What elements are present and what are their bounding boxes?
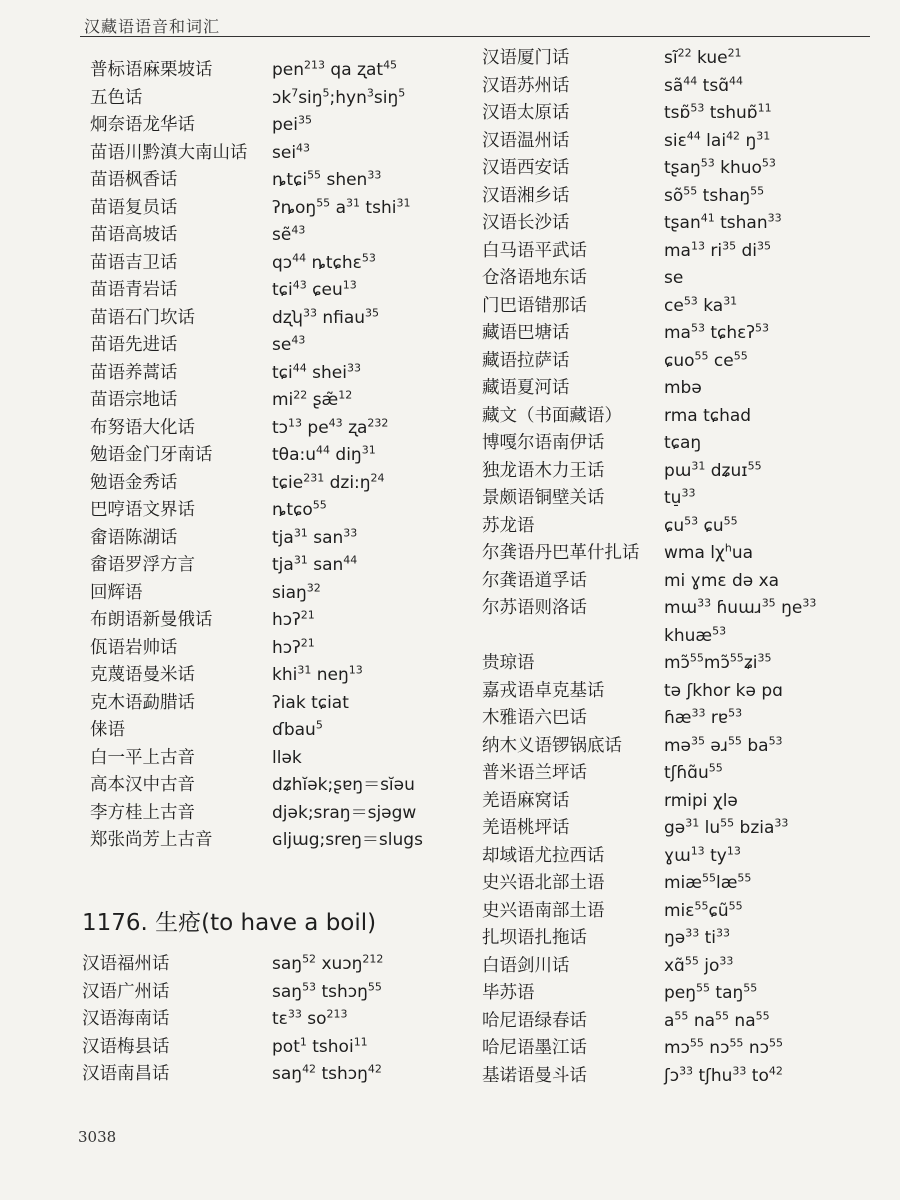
phonetic-form: $mi^{22}$ ʂæ̃$^{12}$ bbox=[272, 388, 353, 410]
entry-row bbox=[482, 156, 882, 184]
phonetic-form: djək;sraŋ＝sjəgw bbox=[272, 802, 417, 823]
phonetic-form: ȵtɕi$^{55}$ shen$^{33}$ bbox=[272, 168, 382, 190]
entry-row bbox=[482, 706, 882, 734]
language-name: 汉语南昌话 bbox=[82, 1064, 170, 1084]
phonetic-form: ȵtɕo$^{55}$ bbox=[272, 498, 327, 520]
language-name: 独龙语木力王话 bbox=[482, 460, 605, 481]
language-name: 史兴语南部土语 bbox=[482, 900, 605, 921]
phonetic-form: saŋ$^{53}$ tshɔŋ$^{55}$ bbox=[272, 979, 382, 1002]
entry-row bbox=[82, 952, 452, 980]
entry-row bbox=[482, 954, 882, 982]
phonetic-form: ɕu$^{53}$ ɕu$^{55}$ bbox=[664, 513, 738, 536]
entry-row bbox=[482, 376, 882, 404]
language-name: 藏语巴塘话 bbox=[482, 323, 570, 343]
phonetic-form: tʂaŋ$^{53}$ khuo$^{53}$ bbox=[664, 156, 776, 178]
language-name: 苏龙语 bbox=[482, 515, 535, 536]
entry-row bbox=[482, 899, 882, 927]
language-name: 藏语拉萨话 bbox=[482, 350, 570, 371]
language-name: 羌语桃坪话 bbox=[482, 818, 570, 838]
language-name: 尔苏语则洛话 bbox=[482, 598, 587, 618]
entry-row bbox=[90, 663, 450, 691]
entry-row bbox=[82, 1062, 452, 1090]
phonetic-form: ʃɔ$^{33}$ tʃhu$^{33}$ $to^{42}$ bbox=[664, 1063, 783, 1086]
entry-row bbox=[482, 679, 882, 707]
phonetic-form: $sĩ^{22}$ kue$^{21}$ bbox=[664, 46, 742, 68]
phonetic-form: ʔȵoŋ$^{55}$ $a^{31}$ tshi$^{31}$ bbox=[272, 195, 411, 218]
entry-row bbox=[482, 1064, 882, 1092]
language-name: 汉语苏州话 bbox=[482, 75, 570, 96]
section-number: 1176. bbox=[82, 910, 148, 936]
language-name: 毕苏语 bbox=[482, 983, 535, 1003]
entry-row bbox=[90, 636, 450, 664]
language-name: 汉语太原话 bbox=[482, 103, 570, 123]
phonetic-form: hɔʔ$^{21}$ bbox=[272, 635, 315, 658]
language-name: 藏文（书面藏语） bbox=[482, 405, 622, 426]
entry-row bbox=[90, 361, 450, 389]
entry-row bbox=[90, 608, 450, 636]
entry-row bbox=[482, 459, 882, 487]
language-name: 仓洛语地东话 bbox=[482, 268, 587, 288]
phonetic-form: mɔ$^{55}$ nɔ$^{55}$ nɔ$^{55}$ bbox=[664, 1036, 783, 1058]
entry-row bbox=[90, 553, 450, 581]
section-title: 生疮(to have a boil) bbox=[155, 910, 377, 936]
entry-row bbox=[482, 734, 882, 762]
language-name: 巴哼语文界话 bbox=[90, 500, 195, 520]
language-name: 勉语金秀话 bbox=[90, 472, 178, 493]
language-name: 嘉戎语卓克基话 bbox=[482, 680, 605, 701]
language-name: 李方桂上古音 bbox=[90, 802, 195, 823]
entry-row bbox=[90, 113, 450, 141]
language-name: 汉语长沙话 bbox=[482, 213, 570, 233]
phonetic-form: ɕuo$^{55}$ $ce^{55}$ bbox=[664, 348, 748, 371]
entry-row bbox=[482, 596, 882, 624]
language-name: 纳木义语锣锅底话 bbox=[482, 735, 622, 756]
entry-row bbox=[90, 141, 450, 169]
entry-row bbox=[90, 58, 450, 86]
language-name: 白马语平武话 bbox=[482, 240, 587, 261]
entry-row bbox=[482, 294, 882, 322]
phonetic-form: $sã^{44}$ tsɑ̃$^{44}$ bbox=[664, 73, 743, 96]
entry-row bbox=[482, 184, 882, 212]
language-name: 郑张尚芳上古音 bbox=[90, 830, 213, 850]
phonetic-form: tɕi$^{43}$ ɕeu$^{13}$ bbox=[272, 278, 357, 300]
language-name: 汉语广州话 bbox=[82, 981, 170, 1002]
entry-row bbox=[90, 471, 450, 499]
phonetic-form: sẽ$^{43}$ bbox=[272, 223, 306, 245]
language-name: 俫语 bbox=[90, 720, 125, 740]
phonetic-form: khi$^{31}$ neŋ$^{13}$ bbox=[272, 663, 363, 685]
entry-row bbox=[90, 828, 450, 856]
phonetic-form: qɔ$^{44}$ ȵtɕhɛ$^{53}$ bbox=[272, 250, 376, 273]
entry-row bbox=[482, 46, 882, 74]
entry-row bbox=[90, 168, 450, 196]
language-name: 勉语金门牙南话 bbox=[90, 445, 213, 465]
entry-row bbox=[482, 239, 882, 267]
entry-row bbox=[482, 541, 882, 569]
phonetic-form: siaŋ$^{32}$ bbox=[272, 580, 321, 603]
language-name: 畲语罗浮方言 bbox=[90, 555, 195, 575]
language-name: 贵琼语 bbox=[482, 653, 535, 673]
left-column-top bbox=[90, 58, 450, 856]
entry-row bbox=[482, 871, 882, 899]
phonetic-form: ɔk$^7$siŋ$^5$;hyn$^3$siŋ$^5$ bbox=[272, 85, 406, 108]
entry-row bbox=[482, 129, 882, 157]
entry-row bbox=[90, 388, 450, 416]
phonetic-form: ɣɯ$^{13}$ $ty^{13}$ bbox=[664, 843, 741, 866]
language-name: 畲语陈湖话 bbox=[90, 527, 178, 548]
language-name: 汉语湘乡话 bbox=[482, 185, 570, 206]
entry-row bbox=[90, 773, 450, 801]
phonetic-form: $sõ^{55}$ tshaŋ$^{55}$ bbox=[664, 183, 765, 206]
phonetic-form: ʔiak tɕiat bbox=[272, 692, 349, 713]
entry-row bbox=[482, 431, 882, 459]
entry-row bbox=[82, 1035, 452, 1063]
right-column bbox=[482, 46, 882, 1091]
entry-row bbox=[482, 74, 882, 102]
phonetic-form: tɕie$^{231}$ $dzi:ŋ^{24}$ bbox=[272, 470, 385, 493]
phonetic-form: pei$^{35}$ bbox=[272, 113, 312, 135]
language-name: 克蔑语曼米话 bbox=[90, 665, 195, 685]
phonetic-form: tɕi$^{44}$ shei$^{33}$ bbox=[272, 360, 361, 383]
entry-row bbox=[90, 278, 450, 306]
phonetic-form: tʂan$^{41}$ tshan$^{33}$ bbox=[664, 211, 782, 233]
entry-row bbox=[482, 926, 882, 954]
phonetic-form: mɔ̃$^{55}$mɔ̃$^{55}$ʑi$^{35}$ bbox=[664, 651, 772, 673]
entry-row bbox=[482, 1036, 882, 1064]
phonetic-form: gə$^{31}$ $lu^{55}$ bzia$^{33}$ bbox=[664, 816, 789, 838]
phonetic-form: hɔʔ$^{21}$ bbox=[272, 608, 315, 630]
phonetic-form: mbə bbox=[664, 378, 702, 398]
phonetic-form: tɕaŋ bbox=[664, 433, 702, 453]
phonetic-form: rmipi χlə bbox=[664, 790, 738, 811]
language-name: 景颇语铜壁关话 bbox=[482, 488, 605, 508]
phonetic-form: se bbox=[664, 268, 684, 288]
language-name: 回辉语 bbox=[90, 582, 143, 603]
language-name: 高本汉中古音 bbox=[90, 775, 195, 795]
phonetic-form: $miæ^{55}læ^{55}$ bbox=[664, 871, 752, 893]
phonetic-form: pot$^1$ tshoi$^{11}$ bbox=[272, 1034, 368, 1057]
language-name: 哈尼语墨江话 bbox=[482, 1038, 587, 1058]
language-name: 哈尼语绿春话 bbox=[482, 1010, 587, 1031]
entry-row bbox=[482, 761, 882, 789]
entry-row bbox=[482, 266, 882, 294]
entry-row bbox=[90, 581, 450, 609]
entry-row bbox=[482, 404, 882, 432]
language-name: 炯奈语龙华话 bbox=[90, 115, 195, 135]
entry-row bbox=[90, 306, 450, 334]
phonetic-form: llək bbox=[272, 747, 302, 768]
language-name: 苗语青岩话 bbox=[90, 280, 178, 300]
entry-row bbox=[82, 1007, 452, 1035]
language-name: 克木语勐腊话 bbox=[90, 692, 195, 713]
language-name: 苗语川黔滇大南山话 bbox=[90, 142, 248, 163]
language-name: 布朗语新曼俄话 bbox=[90, 610, 213, 630]
language-name: 博嘎尔语南伊话 bbox=[482, 433, 605, 453]
phonetic-form: rma tɕhad bbox=[664, 405, 752, 426]
entry-row bbox=[90, 526, 450, 554]
language-name: 苗语高坡话 bbox=[90, 225, 178, 245]
language-name: 普米语兰坪话 bbox=[482, 763, 587, 783]
language-name: 苗语吉卫话 bbox=[90, 252, 178, 273]
running-header bbox=[80, 8, 870, 37]
language-name: 扎坝语扎拖话 bbox=[482, 928, 587, 948]
language-name: 普标语麻栗坡话 bbox=[90, 60, 213, 80]
header-title: 汉藏语语音和词汇 bbox=[84, 17, 221, 36]
entry-row bbox=[482, 514, 882, 542]
entry-row bbox=[90, 691, 450, 719]
entry-row bbox=[482, 486, 882, 514]
language-name: 藏语夏河话 bbox=[482, 378, 570, 398]
phonetic-form: tɔ$^{13}$ $pe^{43}$ ʐa$^{232}$ bbox=[272, 415, 389, 438]
phonetic-form: wma $l\chi^hua$ bbox=[664, 541, 754, 563]
language-name: 尔龚语丹巴革什扎话 bbox=[482, 543, 640, 563]
entry-row bbox=[482, 569, 882, 597]
section-heading bbox=[82, 904, 376, 937]
entry-row bbox=[482, 789, 882, 817]
phonetic-form: miɛ$^{55}$ɕũ$^{55}$ bbox=[664, 898, 743, 921]
language-name: 佤语岩帅话 bbox=[90, 637, 178, 658]
entry-row bbox=[482, 321, 882, 349]
phonetic-form: $t\theta a:u^{44}$ diŋ$^{31}$ bbox=[272, 443, 376, 465]
phonetic-form: $ma^{13}$ $ri^{35}$ $di^{35}$ bbox=[664, 238, 772, 261]
language-name: 羌语麻窝话 bbox=[482, 790, 570, 811]
entry-row bbox=[90, 718, 450, 746]
language-name: 苗语枫香话 bbox=[90, 170, 178, 190]
phonetic-form: dʐʮ$^{33}$ nfiau$^{35}$ bbox=[272, 305, 380, 328]
entry-row bbox=[482, 624, 882, 652]
language-name: 汉语温州话 bbox=[482, 130, 570, 151]
phonetic-form: $tʃɦɑ̃u^{55}$ bbox=[664, 761, 723, 783]
phonetic-form: tu̠$^{33}$ bbox=[664, 486, 696, 508]
left-column-bottom bbox=[82, 952, 452, 1090]
entry-row bbox=[482, 1009, 882, 1037]
entry-row bbox=[482, 211, 882, 239]
phonetic-form: tja$^{31}$ san$^{44}$ bbox=[272, 553, 358, 575]
language-name: 五色话 bbox=[90, 87, 143, 108]
entry-row bbox=[90, 498, 450, 526]
language-name: 苗语养蒿话 bbox=[90, 362, 178, 383]
entry-row bbox=[482, 651, 882, 679]
phonetic-form: xɑ̃$^{55}$ $jo^{33}$ bbox=[664, 953, 734, 976]
page-number: 3038 bbox=[78, 1128, 117, 1146]
phonetic-form: tə ʃkhor kə pɑ bbox=[664, 680, 783, 701]
entry-row bbox=[90, 443, 450, 471]
entry-row bbox=[482, 349, 882, 377]
phonetic-form: tsɒ̃$^{53}$ tshuɒ̃$^{11}$ bbox=[664, 101, 772, 123]
phonetic-form: ɢljɯg;sreŋ＝slugs bbox=[272, 830, 423, 850]
entry-row bbox=[90, 801, 450, 829]
phonetic-form: pɯ$^{31}$ dʑuɪ$^{55}$ bbox=[664, 458, 762, 481]
phonetic-form: tja$^{31}$ san$^{33}$ bbox=[272, 525, 358, 548]
language-name: 白语剑川话 bbox=[482, 955, 570, 976]
language-name: 苗语石门坎话 bbox=[90, 307, 195, 328]
language-name: 苗语先进话 bbox=[90, 335, 178, 355]
entry-row bbox=[90, 251, 450, 279]
language-name: 基诺语曼斗话 bbox=[482, 1065, 587, 1086]
entry-row bbox=[90, 746, 450, 774]
entry-row bbox=[82, 980, 452, 1008]
language-name: 却域语尤拉西话 bbox=[482, 845, 605, 866]
language-name: 史兴语北部土语 bbox=[482, 873, 605, 893]
language-name: 尔龚语道孚话 bbox=[482, 570, 587, 591]
entry-row bbox=[482, 101, 882, 129]
phonetic-form: peŋ$^{55}$ taŋ$^{55}$ bbox=[664, 981, 758, 1003]
entry-row bbox=[482, 844, 882, 872]
phonetic-form: pen$^{213}$ qa ʐat$^{45}$ bbox=[272, 58, 398, 80]
entry-row bbox=[90, 196, 450, 224]
phonetic-form: dʑhĭək;ʂɐŋ＝sĭəu bbox=[272, 775, 415, 795]
phonetic-form: $ce^{53}$ $ka^{31}$ bbox=[664, 293, 738, 316]
phonetic-form: khuæ$^{53}$ bbox=[664, 623, 727, 646]
entry-row bbox=[482, 816, 882, 844]
phonetic-form: mɯ$^{33}$ ɦuɯɹ$^{35}$ $ŋe^{33}$ bbox=[664, 596, 817, 618]
phonetic-form: saŋ$^{42}$ tshɔŋ$^{42}$ bbox=[272, 1062, 382, 1084]
phonetic-form: saŋ$^{52}$ xuɔŋ$^{212}$ bbox=[272, 952, 384, 974]
language-name: 汉语厦门话 bbox=[482, 48, 570, 68]
phonetic-form: $ma^{53}$ tɕhɛʔ$^{53}$ bbox=[664, 321, 770, 343]
language-name: 苗语宗地话 bbox=[90, 390, 178, 410]
language-name: 汉语西安话 bbox=[482, 158, 570, 178]
language-name: 汉语海南话 bbox=[82, 1009, 170, 1029]
phonetic-form: $se^{43}$ bbox=[272, 333, 306, 355]
entry-row bbox=[90, 333, 450, 361]
phonetic-form: ɦæ$^{33}$ rɐ$^{53}$ bbox=[664, 706, 743, 728]
phonetic-form: ɗbau$^5$ bbox=[272, 718, 323, 740]
phonetic-form: mə$^{35}$ əɹ$^{55}$ $ba^{53}$ bbox=[664, 733, 783, 756]
entry-row bbox=[90, 416, 450, 444]
phonetic-form: $a^{55}$ $na^{55}$ $na^{55}$ bbox=[664, 1008, 770, 1031]
language-name: 汉语福州话 bbox=[82, 954, 170, 974]
phonetic-form: sei$^{43}$ bbox=[272, 140, 311, 163]
phonetic-form: mi ɣmɛ də xa bbox=[664, 570, 780, 591]
phonetic-form: siɛ$^{44}$ lai$^{42}$ $ŋ^{31}$ bbox=[664, 128, 771, 151]
phonetic-form: tɛ$^{33}$ $so^{213}$ bbox=[272, 1007, 348, 1029]
entry-row bbox=[90, 223, 450, 251]
language-name: 木雅语六巴话 bbox=[482, 708, 587, 728]
language-name: 白一平上古音 bbox=[90, 747, 195, 768]
language-name: 苗语复员话 bbox=[90, 197, 178, 218]
entry-row bbox=[90, 86, 450, 114]
entry-row bbox=[482, 981, 882, 1009]
language-name: 汉语梅县话 bbox=[82, 1036, 170, 1057]
language-name: 门巴语错那话 bbox=[482, 295, 587, 316]
language-name: 布努语大化话 bbox=[90, 417, 195, 438]
phonetic-form: ŋə$^{33}$ $ti^{33}$ bbox=[664, 926, 731, 948]
